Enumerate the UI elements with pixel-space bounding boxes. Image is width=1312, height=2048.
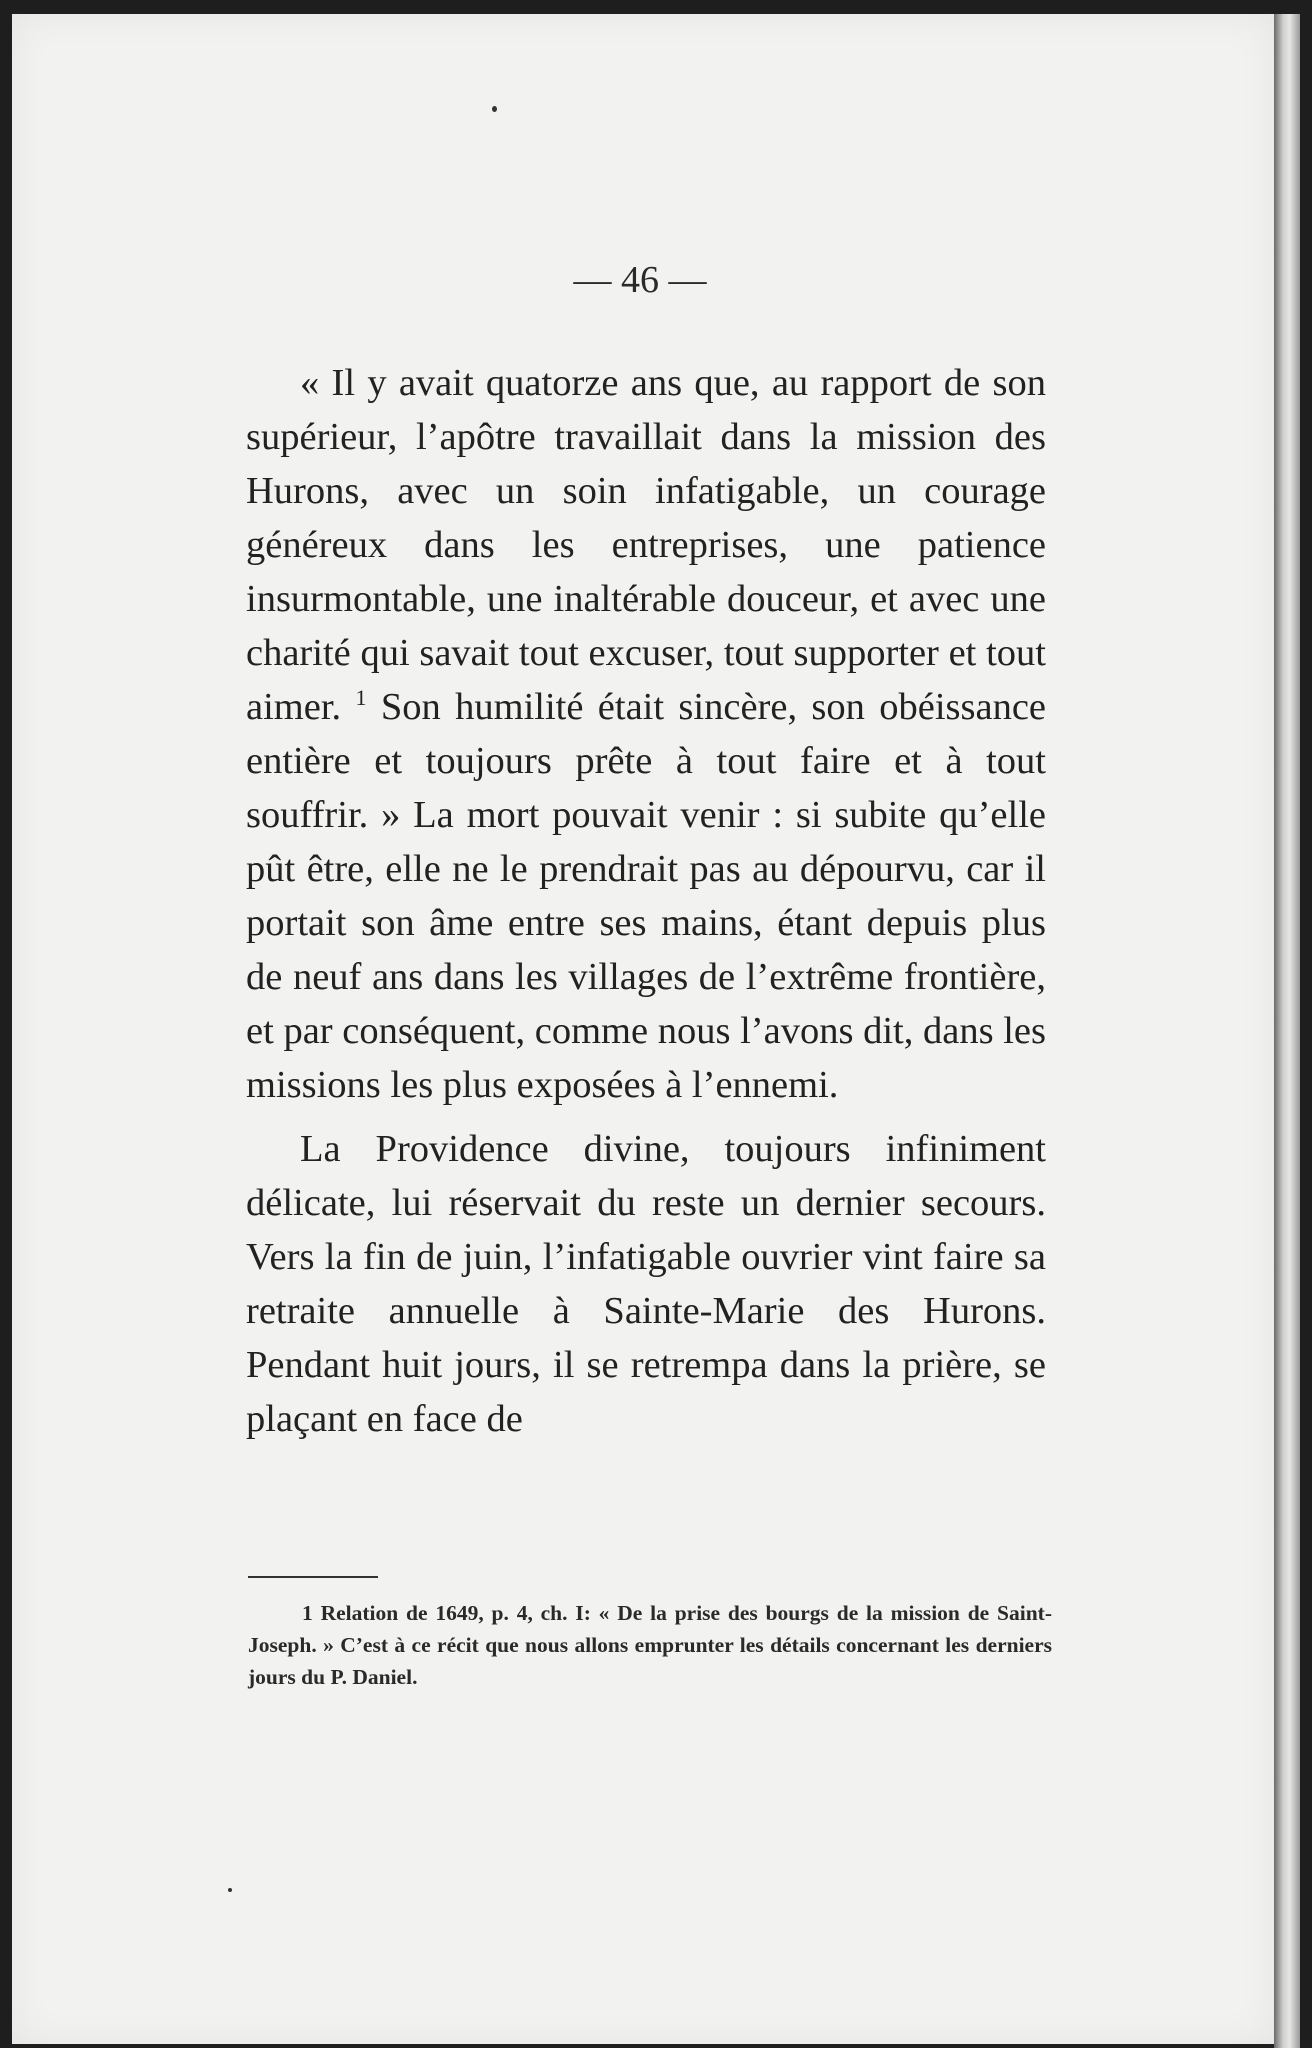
paragraph-1 <box>246 356 1046 1112</box>
footnote-separator <box>248 1576 378 1578</box>
footnote-reference: 1 <box>355 685 367 710</box>
paragraph-1-text-a: « Il y avait quatorze ans que, au rapport de son supérieur, l’apôtre travaillait dans la mission des Hurons, avec un soin infatigable, un courage généreux dans les entreprises, une patience insurmontable, une inaltérable douceur, et avec une charité qui savait tout excuser, tout supporter et tout aimer. <box>246 362 1046 728</box>
ink-speck <box>228 1888 232 1892</box>
page-number: — 46 — <box>573 259 707 301</box>
paragraph-1-text-b: Son humilité était sincère, son obéissance entière et toujours prête à tout faire et à tout souffrir. » La mort pouvait venir : si subite qu’elle pût être, elle ne le prendrait pas au dépourvu, car il portait son âme entre ses mains, étant depuis plus de neuf ans dans les villages de l’extrême frontière, et par conséquent, comme nous l’avons dit, dans les missions les plus exposées à l’ennemi. <box>246 686 1047 1106</box>
body-text <box>246 356 1046 1456</box>
ink-speck <box>492 106 497 112</box>
page-edge <box>1274 14 1300 2048</box>
footnote: 1 Relation de 1649, p. 4, ch. I: « De la prise des bourgs de la mission de Saint-Joseph. » C’est à ce récit que nous allons emprunter les détails concernant les derniers jours du P. Daniel. <box>248 1601 1052 1689</box>
paragraph-2: La Providence divine, toujours infiniment délicate, lui réservait du reste un dernier secours. Vers la fin de juin, l’infatigable ouvrier vint faire sa retraite annuelle à Sainte-Marie des Hurons. Pendant huit jours, il se retrempa dans la prière, se plaçant en face de <box>246 1128 1046 1440</box>
